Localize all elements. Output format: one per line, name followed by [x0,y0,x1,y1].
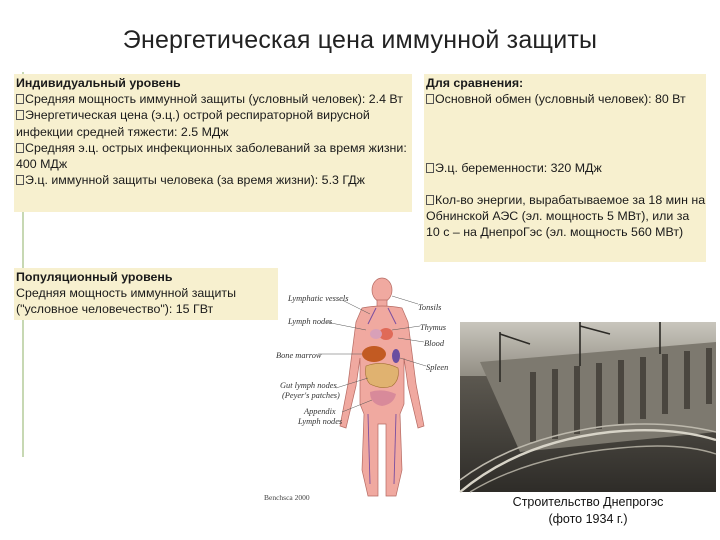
comparison-section [426,75,706,107]
individual-item-3 [16,140,412,172]
label-spleen: Spleen [426,363,449,372]
photo-caption-line-1: Строительство Днепрогэс [512,495,664,509]
individual-item-text: Э.ц. иммунной защиты человека (за время жизни): 5.3 ГДж [25,173,365,188]
dneproges-photo [460,322,716,492]
label-thymus: Thymus [420,323,447,332]
population-line-1: Средняя мощность иммунной защиты [16,286,237,301]
comparison-item-2 [426,160,706,176]
comparison-item-text: Э.ц. беременности: 320 МДж [435,161,602,175]
label-blood: Blood [424,339,445,348]
individual-item-text: Средняя э.ц. острых инфекционных заболеваний за время жизни: 400 МДж [16,140,407,172]
comparison-item-text: Кол-во энергии, вырабатываемое за 18 мин на Обнинской АЭС (эл. мощность 5 МВт), или за 10 с – на ДнепроГэс (эл. мощность 560 МВт) [426,193,706,240]
checkbox-glyph-icon [16,175,24,185]
population-heading: Популяционный уровень [16,270,173,284]
comparison-item-3 [426,192,706,241]
population-line-2: ("условное человечество"): 15 ГВт [16,302,214,317]
photo-caption [460,494,716,528]
comparison-item-1 [426,91,706,107]
figure-credit: Benchsca 2000 [264,493,310,502]
label-tonsils: Tonsils [418,303,442,312]
photo-caption-line-2: (фото 1934 г.) [548,512,628,526]
label-appendix: Appendix [304,407,336,416]
individual-heading: Индивидуальный уровень [16,76,181,90]
checkbox-glyph-icon [426,195,434,205]
label-lymph-nodes: Lymph nodes [288,317,333,326]
lymphatic-system-figure [258,274,449,506]
checkbox-glyph-icon [16,110,24,120]
comparison-item-text: Основной обмен (условный человек): 80 Вт [435,92,686,107]
individual-item-text: Средняя мощность иммунной защиты (условный человек): 2.4 Вт [25,92,403,107]
individual-item-text: Энергетическая цена (э.ц.) острой респираторной вирусной инфекции средней тяжести: 2.5 МДж [16,108,370,139]
label-gut-lymph-nodes: Gut lymph nodes [280,381,337,390]
comparison-heading: Для сравнения: [426,76,524,90]
checkbox-glyph-icon [16,143,24,153]
individual-section [16,75,412,188]
individual-item-2 [16,107,412,139]
label-lymph-nodes-2: Lymph nodes [298,417,343,426]
individual-item-4 [16,172,412,188]
checkbox-glyph-icon [16,94,24,104]
label-peyers-patches: (Peyer's patches) [282,391,340,400]
individual-item-1 [16,91,412,107]
slide-title: Энергетическая цена иммунной защиты [122,26,598,54]
checkbox-glyph-icon [426,163,434,173]
dam-construction-photo-icon [460,322,716,492]
label-bone-marrow: Bone marrow [276,351,322,360]
population-section [16,269,278,318]
label-lymphatic-vessels: Lymphatic vessels [288,294,349,303]
checkbox-glyph-icon [426,94,434,104]
